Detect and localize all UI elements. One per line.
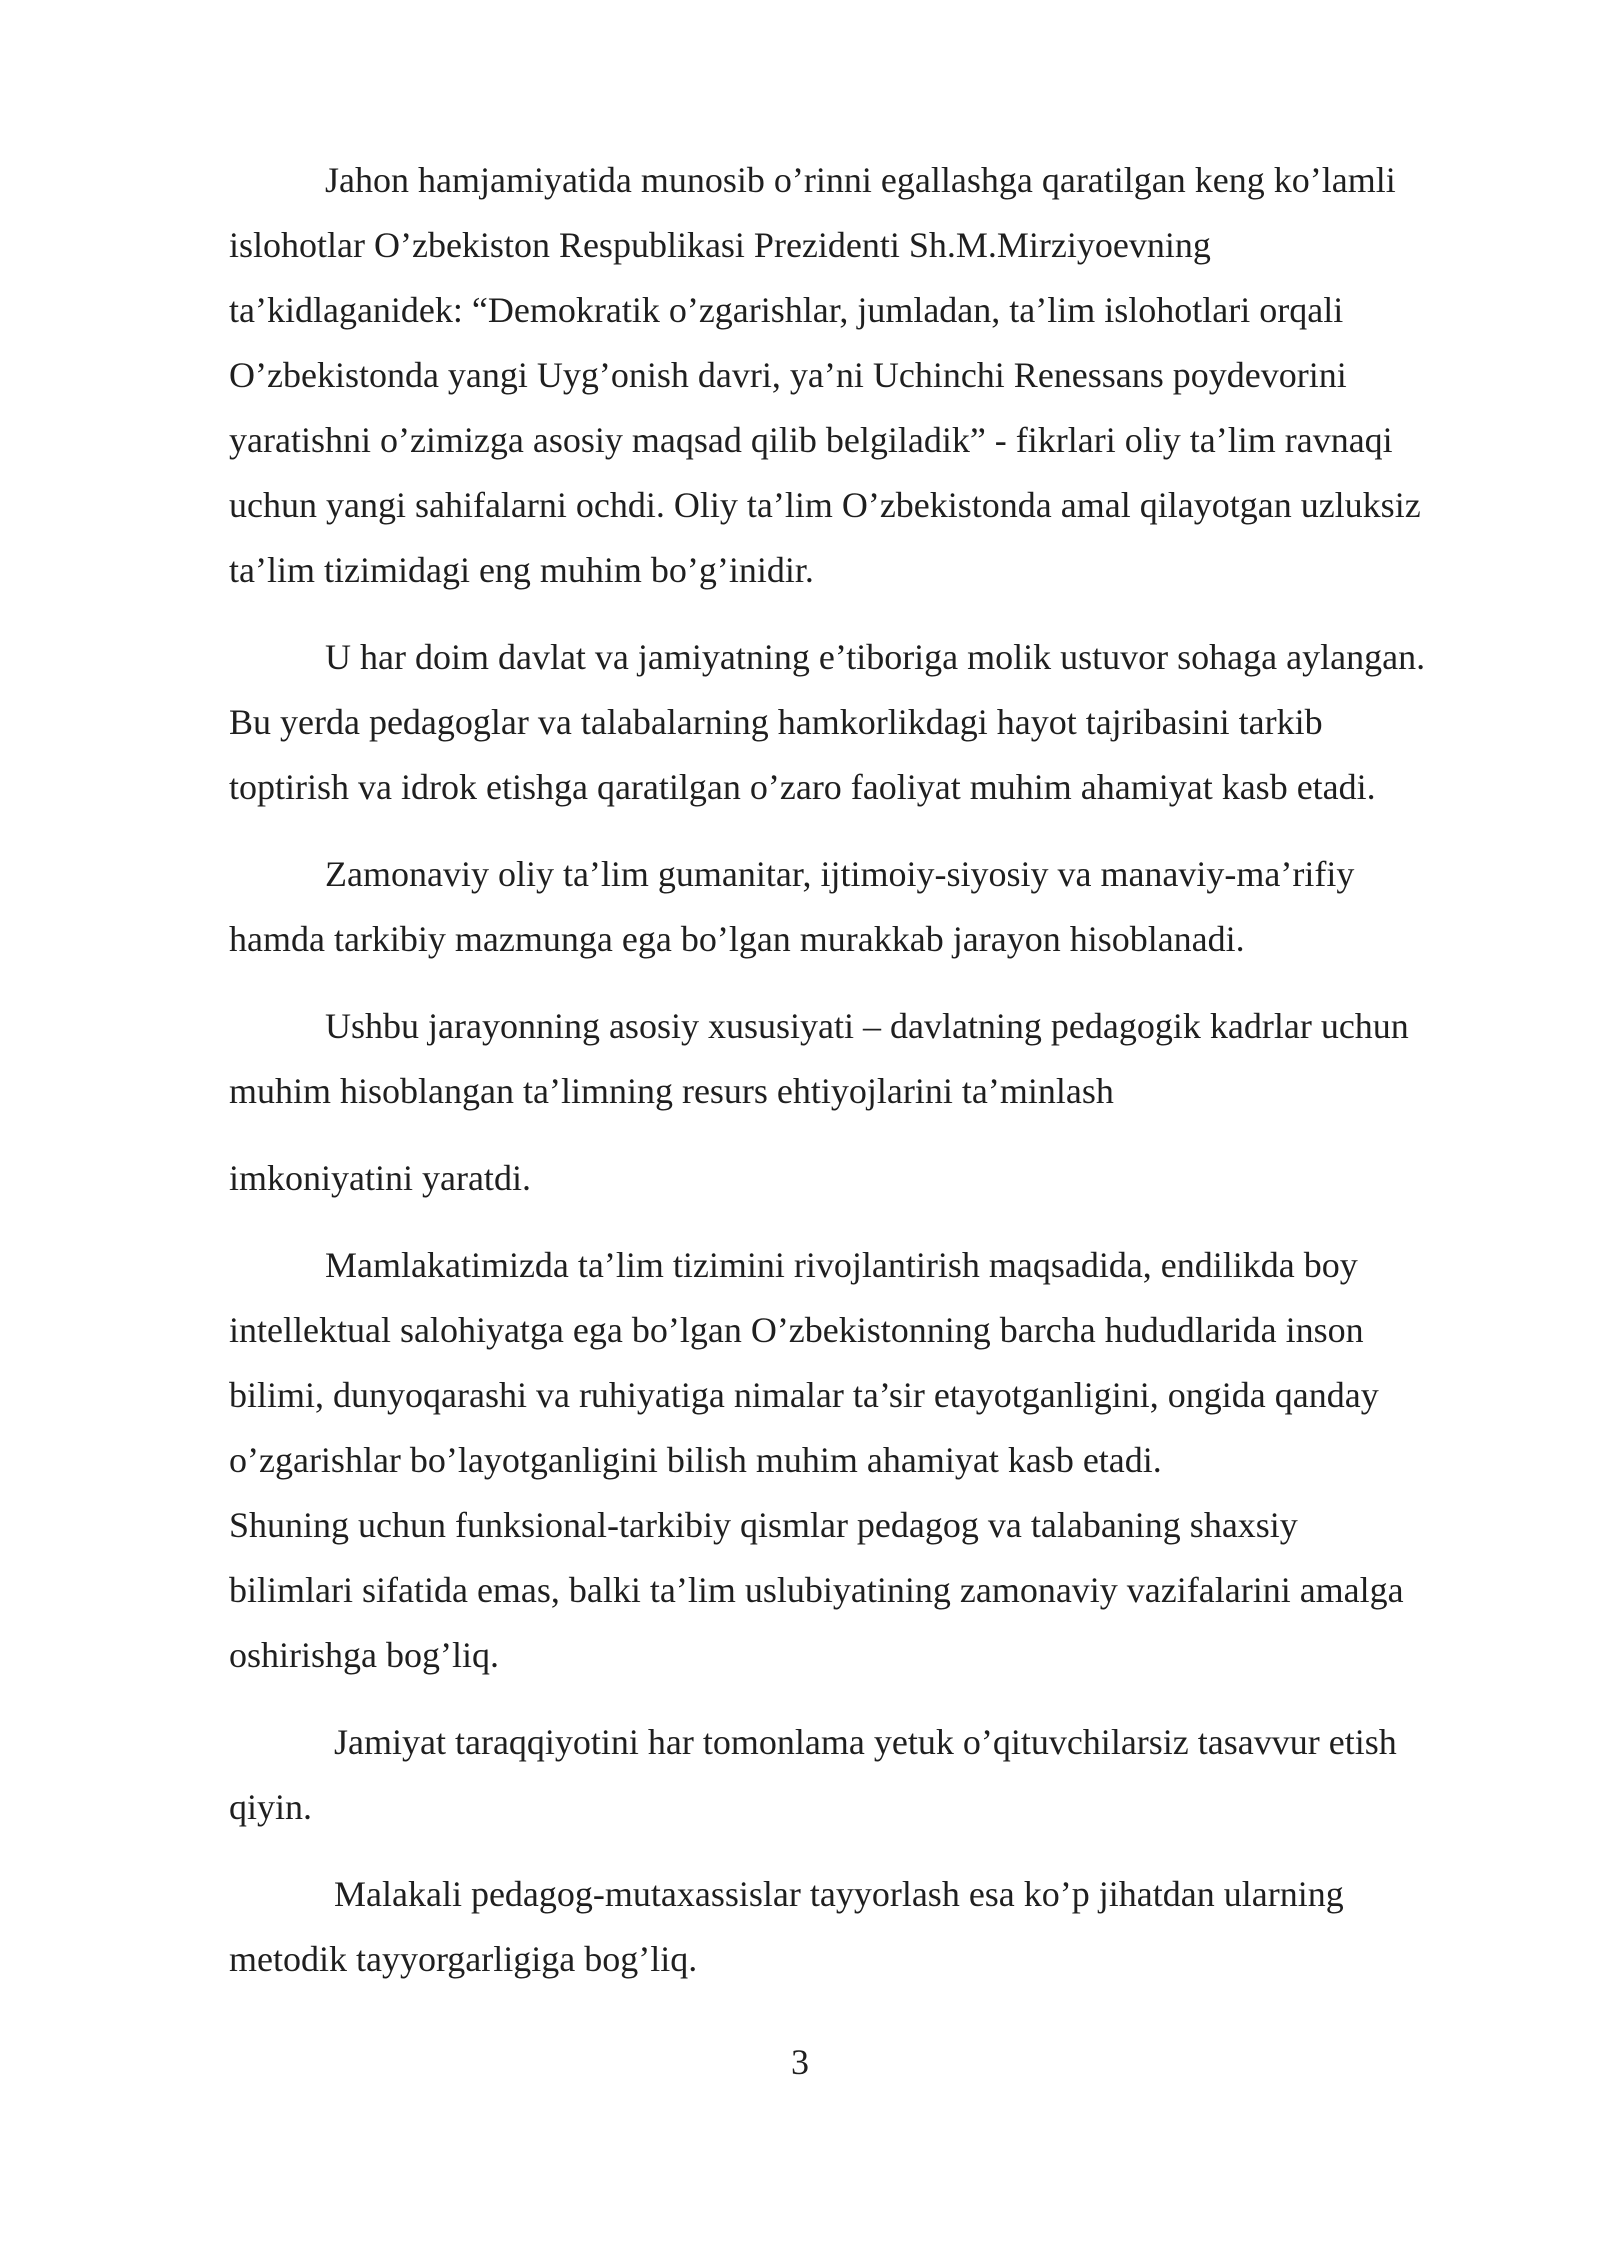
paragraph-line: ta’kidlaganidek: “Demokratik o’zgarishlar, jumladan, ta’lim islohotlari orqali bbox=[229, 290, 1344, 330]
document-page bbox=[229, 148, 1491, 1992]
paragraph-line: uchun yangi sahifalarni ochdi. Oliy ta’lim O’zbekistonda amal qilayotgan uzluksiz bbox=[229, 485, 1421, 525]
paragraph-line: imkoniyatini yaratdi. bbox=[229, 1158, 531, 1198]
paragraph-line: bilimi, dunyoqarashi va ruhiyatiga nimalar ta’sir etayotganligini, ongida qanday bbox=[229, 1375, 1379, 1415]
paragraph-2 bbox=[229, 625, 1491, 820]
paragraph-1 bbox=[229, 148, 1491, 603]
paragraph-line: bilimlari sifatida emas, balki ta’lim uslubiyatining zamonaviy vazifalarini amalga bbox=[229, 1570, 1404, 1610]
paragraph-spacer bbox=[229, 1840, 1491, 1862]
paragraph-line: ta’lim tizimidagi eng muhim bo’g’inidir. bbox=[229, 550, 814, 590]
paragraph-spacer bbox=[229, 1688, 1491, 1710]
paragraph-line: O’zbekistonda yangi Uyg’onish davri, ya’ni Uchinchi Renessans poydevorini bbox=[229, 355, 1347, 395]
page-number: 3 bbox=[791, 2042, 809, 2082]
paragraph-line: o’zgarishlar bo’layotganligini bilish muhim ahamiyat kasb etadi. bbox=[229, 1440, 1162, 1480]
paragraph-spacer bbox=[229, 603, 1491, 625]
paragraph-line: Jamiyat taraqqiyotini har tomonlama yetuk o’qituvchilarsiz tasavvur etish bbox=[334, 1722, 1397, 1762]
paragraph-line: U har doim davlat va jamiyatning e’tiboriga molik ustuvor sohaga aylangan. bbox=[325, 637, 1426, 677]
paragraph-3 bbox=[229, 842, 1491, 972]
paragraph-8 bbox=[229, 1862, 1491, 1992]
paragraph-4 bbox=[229, 994, 1491, 1124]
paragraph-spacer bbox=[229, 1211, 1491, 1233]
paragraph-spacer bbox=[229, 1124, 1491, 1146]
paragraph-line: Bu yerda pedagoglar va talabalarning hamkorlikdagi hayot tajribasini tarkib bbox=[229, 702, 1323, 742]
paragraph-line: Zamonaviy oliy ta’lim gumanitar, ijtimoiy-siyosiy va manaviy-ma’rifiy bbox=[325, 854, 1355, 894]
paragraph-line: metodik tayyorgarligiga bog’liq. bbox=[229, 1939, 698, 1979]
paragraph-spacer bbox=[229, 972, 1491, 994]
paragraph-line: qiyin. bbox=[229, 1787, 313, 1827]
paragraph-7 bbox=[229, 1710, 1491, 1840]
paragraph-line: intellektual salohiyatga ega bo’lgan O’zbekistonning barcha hududlarida inson bbox=[229, 1310, 1364, 1350]
paragraph-line: oshirishga bog’liq. bbox=[229, 1635, 499, 1675]
paragraph-line: Jahon hamjamiyatida munosib o’rinni egallashga qaratilgan keng ko’lamli bbox=[325, 160, 1396, 200]
paragraph-line: Ushbu jarayonning asosiy xususiyati – davlatning pedagogik kadrlar uchun bbox=[325, 1006, 1409, 1046]
paragraph-line: muhim hisoblangan ta’limning resurs ehtiyojlarini ta’minlash bbox=[229, 1071, 1114, 1111]
paragraph-5 bbox=[229, 1146, 1491, 1211]
paragraph-line: Malakali pedagog-mutaxassislar tayyorlash esa ko’p jihatdan ularning bbox=[334, 1874, 1344, 1914]
paragraph-line: hamda tarkibiy mazmunga ega bo’lgan murakkab jarayon hisoblanadi. bbox=[229, 919, 1245, 959]
paragraph-line: islohotlar O’zbekiston Respublikasi Prezidenti Sh.M.Mirziyoevning bbox=[229, 225, 1211, 265]
paragraph-spacer bbox=[229, 820, 1491, 842]
paragraph-6 bbox=[229, 1233, 1491, 1688]
paragraph-line: toptirish va idrok etishga qaratilgan o’zaro faoliyat muhim ahamiyat kasb etadi. bbox=[229, 767, 1376, 807]
paragraph-line: Mamlakatimizda ta’lim tizimini rivojlantirish maqsadida, endilikda boy bbox=[325, 1245, 1358, 1285]
paragraph-line: Shuning uchun funksional-tarkibiy qismlar pedagog va talabaning shaxsiy bbox=[229, 1505, 1298, 1545]
paragraph-line: yaratishni o’zimizga asosiy maqsad qilib belgiladik” - fikrlari oliy ta’lim ravnaqi bbox=[229, 420, 1393, 460]
